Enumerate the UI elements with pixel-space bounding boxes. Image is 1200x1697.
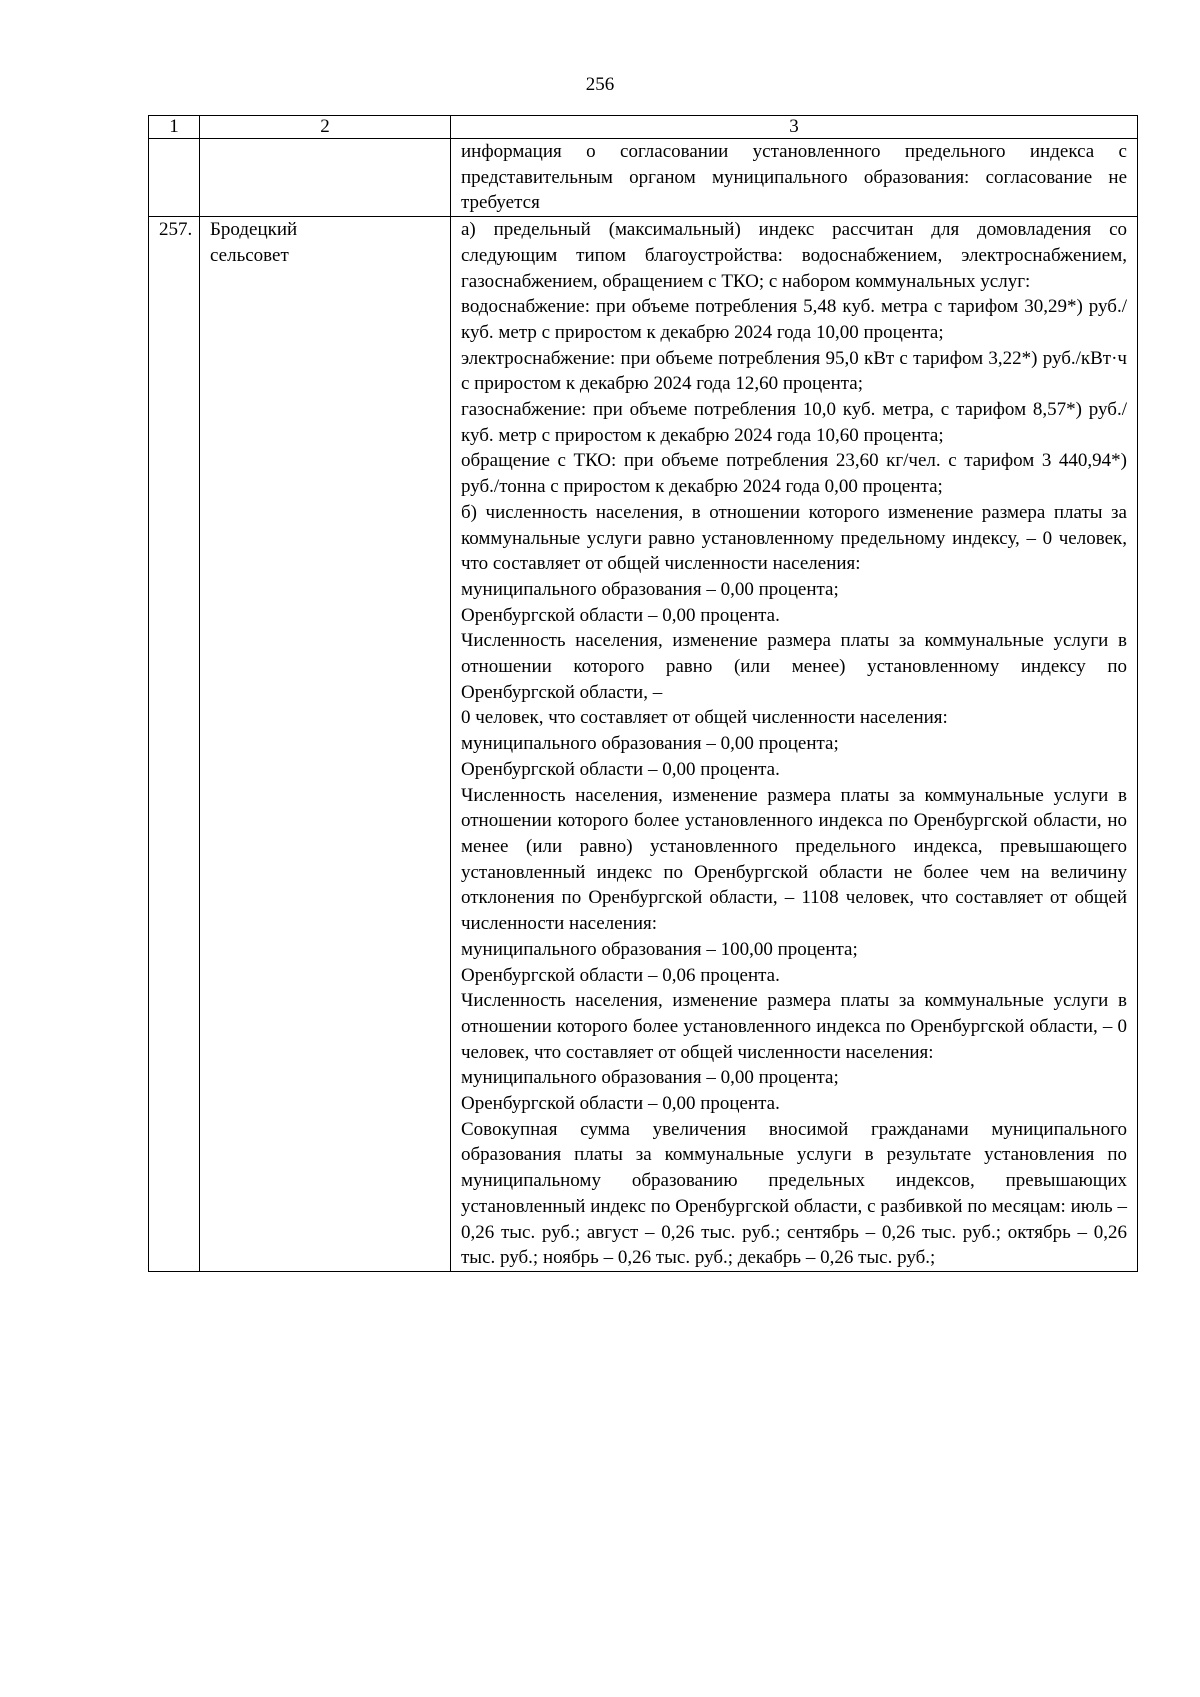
paragraph-gas-supply: газоснабжение: при объеме потребления 10,0 куб. метра, с тарифом 8,57*) руб./куб. метр с приростом к декабрю 2024 года 10,60 процента; (461, 399, 1127, 446)
paragraph-region-share-3: Оренбургской области – 0,06 процента. (461, 964, 780, 986)
municipality-name-line1: Бродецкий (210, 219, 298, 241)
table-header-row (149, 116, 1138, 139)
paragraph-population-count-2: 0 человек, что составляет от общей численности населения: (461, 707, 948, 729)
continuation-number-cell (149, 139, 200, 217)
paragraph-region-share-2: Оренбургской области – 0,00 процента. (461, 758, 780, 780)
continuation-paragraph: информация о согласовании установленного предельного индекса с представительным органом муниципального образования: согласование не требуется (461, 141, 1127, 214)
paragraph-electricity-supply: электроснабжение: при объеме потребления 95,0 кВт с тарифом 3,22*) руб./кВт·ч с приростом к декабрю 2024 года 12,60 процента; (461, 347, 1127, 395)
paragraph-municipal-share-2: муниципального образования – 0,00 процента; (461, 733, 839, 755)
row-number: 257. (159, 219, 193, 241)
page-number: 256 (585, 74, 615, 95)
paragraph-population-less-or-equal: Численность населения, изменение размера платы за коммунальные услуги в отношении которого равно (или менее) установленному индексу по Оренбургской области, – (461, 630, 1127, 703)
paragraph-index-description: а) предельный (максимальный) индекс рассчитан для домовладения со следующим типом благоустройства: водоснабжением, электроснабжением, газоснабжением, обращением с ТКО; с набором коммунальных услуг: (461, 219, 1127, 292)
table-row-257 (149, 217, 1138, 1272)
paragraph-municipal-share-4: муниципального образования – 0,00 процента; (461, 1067, 839, 1089)
row-details-cell (451, 217, 1138, 1272)
paragraph-waste-management: обращение с ТКО: при объеме потребления 23,60 кг/чел. с тарифом 3 440,94*) руб./тонна с приростом к декабрю 2024 года 0,00 процента; (461, 450, 1127, 498)
paragraph-water-supply: водоснабжение: при объеме потребления 5,48 куб. метра с тарифом 30,29*) руб./ куб. метр с приростом к декабрю 2024 года 10,00 процента; (461, 296, 1127, 343)
paragraph-municipal-share-1: муниципального образования – 0,00 процента; (461, 578, 839, 600)
paragraph-population-equal: б) численность населения, в отношении которого изменение размера платы за коммунальные услуги равно установленному предельному индексу, – 0 человек, что составляет от общей численности населения: (461, 501, 1127, 575)
tariff-index-table (148, 115, 1138, 1272)
row-number-cell (149, 217, 200, 1272)
continuation-text-cell (451, 139, 1138, 217)
municipality-name-line2: сельсовет (210, 244, 289, 266)
paragraph-municipal-share-3: муниципального образования – 100,00 процента; (461, 938, 858, 960)
header-col-2: 2 (200, 116, 451, 139)
row-name-cell (200, 217, 451, 1272)
paragraph-region-share-4: Оренбургской области – 0,00 процента. (461, 1093, 780, 1115)
paragraph-region-share-1: Оренбургской области – 0,00 процента. (461, 604, 780, 626)
header-col-1: 1 (149, 116, 200, 139)
paragraph-population-above-index: Численность населения, изменение размера платы за коммунальные услуги в отношении которого более установленного индекса по Оренбургской области, – 0 человек, что составляет от общей численности населения: (461, 990, 1127, 1063)
paragraph-total-increase-by-month: Совокупная сумма увеличения вносимой гражданами муниципального образования платы за коммунальные услуги в результате установления по муниципальному образованию предельных индексов, превышающих установленный индекс по Оренбургской области, с разбивкой по месяцам: июль – 0,26 тыс. руб.; август – 0,26 тыс. руб.; сентябрь – 0,26 тыс. руб.; октябрь – 0,26 тыс. руб.; ноябрь – 0,26 тыс. руб.; декабрь – 0,26 тыс. руб.; (461, 1118, 1127, 1269)
header-col-3: 3 (451, 116, 1138, 139)
paragraph-population-within-deviation: Численность населения, изменение размера платы за коммунальные услуги в отношении которого более установленного индекса по Оренбургской области, но менее (или равно) установленного предельного индекса, превышающего установленный индекс по Оренбургской области не более чем на величину отклонения по Оренбургской области, – 1108 человек, что составляет от общей численности населения: (461, 784, 1127, 935)
continuation-name-cell (200, 139, 451, 217)
table-row-continuation (149, 139, 1138, 217)
